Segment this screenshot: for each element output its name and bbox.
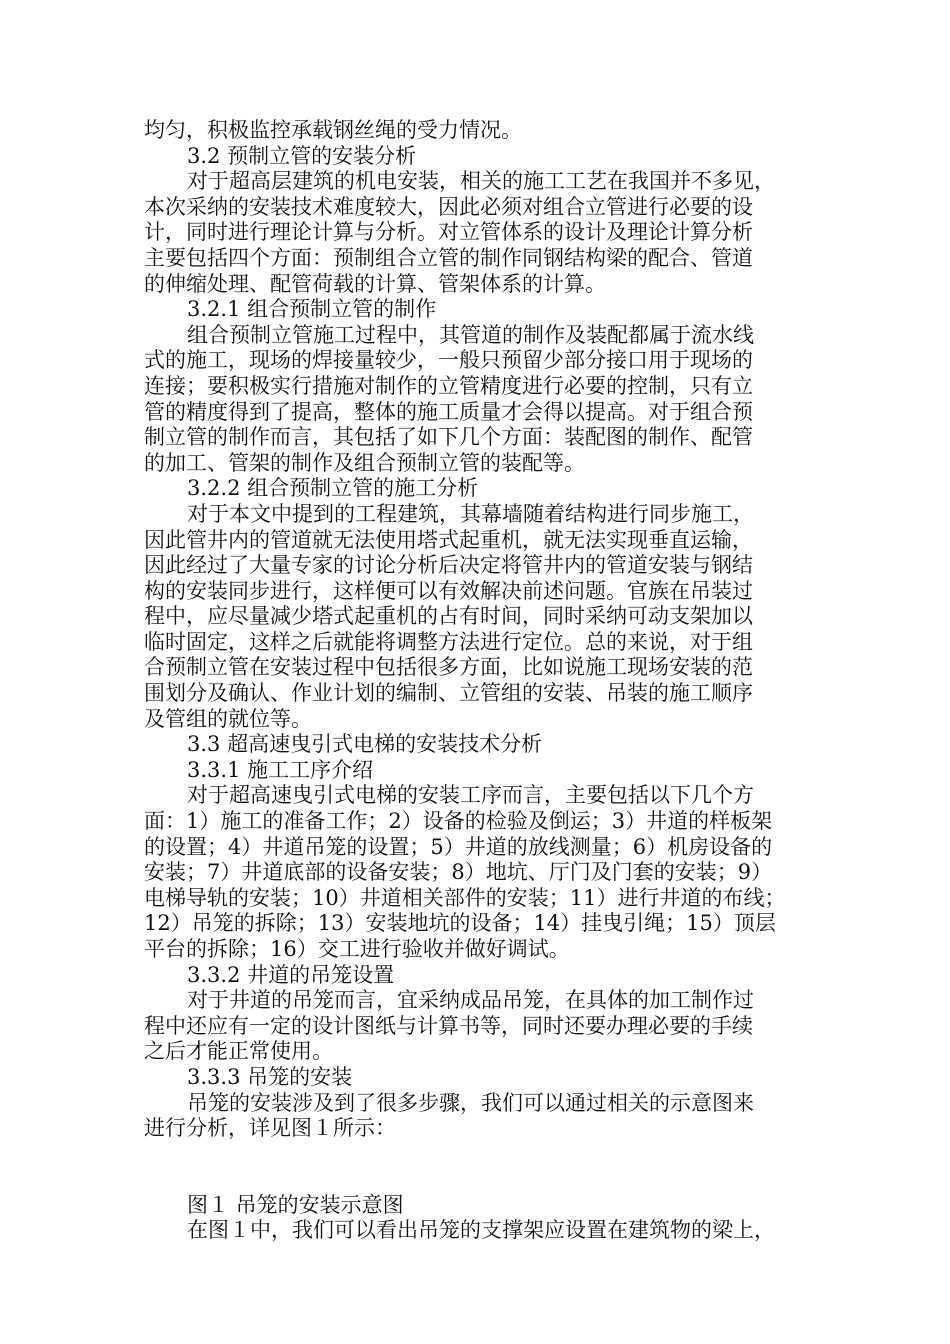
paragraph-line: 的伸缩处理、配管荷载的计算、管架体系的计算。 xyxy=(144,271,606,296)
paragraph-line: 之后才能正常使用。 xyxy=(144,1039,333,1064)
paragraph-line: 本次采纳的安装技术难度较大，因此必须对组合立管进行必要的设 xyxy=(144,194,753,219)
paragraph-line: 制立管的制作而言，其包括了如下几个方面：装配图的制作、配管 xyxy=(144,425,753,450)
paragraph-line: 的设置；4）井道吊笼的设置；5）井道的放线测量；6）机房设备的 xyxy=(144,834,773,859)
paragraph-line: 组合预制立管施工过程中，其管道的制作及装配都属于流水线 xyxy=(187,322,754,347)
paragraph-line: 计，同时进行理论计算与分析。对立管体系的设计及理论计算分析 xyxy=(144,220,753,245)
paragraph-line: 均匀，积极监控承载钢丝绳的受力情况。 xyxy=(144,118,522,142)
paragraph-line: 12）吊笼的拆除；13）安装地坑的设备；14）挂曳引绳；15）顶层 xyxy=(144,911,776,936)
paragraph-line: 及管组的就位等。 xyxy=(144,706,312,731)
document-page xyxy=(144,118,808,1244)
paragraph-line: 式的施工，现场的焊接量较少，一般只预留少部分接口用于现场的 xyxy=(144,348,753,373)
paragraph-line: 对于井道的吊笼而言，宜采纳成品吊笼，在具体的加工制作过 xyxy=(187,988,754,1013)
paragraph-line: 平台的拆除；16）交工进行验收并做好调试。 xyxy=(144,937,570,961)
section-heading: 3.2 预制立管的安装分析 xyxy=(187,143,417,168)
paragraph-line: 连接；要积极实行措施对制作的立管精度进行必要的控制，只有立 xyxy=(144,373,753,398)
paragraph-line: 对于本文中提到的工程建筑，其幕墙随着结构进行同步施工， xyxy=(187,501,754,526)
section-heading: 3.3.1 施工工序介绍 xyxy=(187,757,374,782)
paragraph-line: 因此经过了大量专家的讨论分析后决定将管井内的管道安装与钢结 xyxy=(144,553,753,578)
paragraph-line: 合预制立管在安装过程中包括很多方面，比如说施工现场安装的范 xyxy=(144,655,753,680)
paragraph-line: 在图１中，我们可以看出吊笼的支撑架应设置在建筑物的梁上， xyxy=(187,1218,775,1243)
paragraph-line: 临时固定，这样之后就能将调整方法进行定位。总的来说，对于组 xyxy=(144,629,753,654)
section-heading: 3.3.2 井道的吊笼设置 xyxy=(187,962,395,987)
paragraph-line: 管的精度得到了提高，整体的施工质量才会得以提高。对于组合预 xyxy=(144,399,753,424)
paragraph-line: 的加工、管架的制作及组合预制立管的装配等。 xyxy=(144,450,585,475)
paragraph-line: 进行分析，详见图１所示： xyxy=(144,1116,396,1141)
paragraph-line: 程中，应尽量减少塔式起重机的占有时间，同时采纳可动支架加以 xyxy=(144,604,753,629)
section-heading: 3.3 超高速曳引式电梯的安装技术分析 xyxy=(187,732,543,757)
paragraph-line: 对于超高速曳引式电梯的安装工序而言，主要包括以下几个方 xyxy=(187,783,754,808)
paragraph-line: 电梯导轨的安装；10）井道相关部件的安装；11）进行井道的布线； xyxy=(144,885,786,910)
paragraph-line: 安装；7）井道底部的设备安装；8）地坑、厅门及门套的安装；9） xyxy=(144,860,773,885)
paragraph-line: 构的安装同步进行，这样便可以有效解决前述问题。官族在吊装过 xyxy=(144,578,753,603)
section-heading: 3.2.1 组合预制立管的制作 xyxy=(187,297,437,322)
figure-caption: 图１ 吊笼的安装示意图 xyxy=(187,1192,404,1217)
paragraph-line: 对于超高层建筑的机电安装，相关的施工工艺在我国并不多见， xyxy=(187,169,775,194)
section-heading: 3.2.2 组合预制立管的施工分析 xyxy=(187,476,479,501)
section-heading: 3.3.3 吊笼的安装 xyxy=(187,1064,353,1089)
paragraph-line: 程中还应有一定的设计图纸与计算书等，同时还要办理必要的手续 xyxy=(144,1013,753,1038)
paragraph-line: 围划分及确认、作业计划的编制、立管组的安装、吊装的施工顺序 xyxy=(144,681,753,706)
figure-placeholder-gap xyxy=(144,1142,808,1193)
paragraph-line: 主要包括四个方面：预制组合立管的制作同钢结构梁的配合、管道 xyxy=(144,245,753,270)
paragraph-line: 面：1）施工的准备工作；2）设备的检验及倒运；3）井道的样板架 xyxy=(144,809,773,834)
paragraph-line: 因此管井内的管道就无法使用塔式起重机，就无法实现垂直运输， xyxy=(144,527,753,552)
paragraph-line: 吊笼的安装涉及到了很多步骤，我们可以通过相关的示意图来 xyxy=(187,1090,754,1115)
